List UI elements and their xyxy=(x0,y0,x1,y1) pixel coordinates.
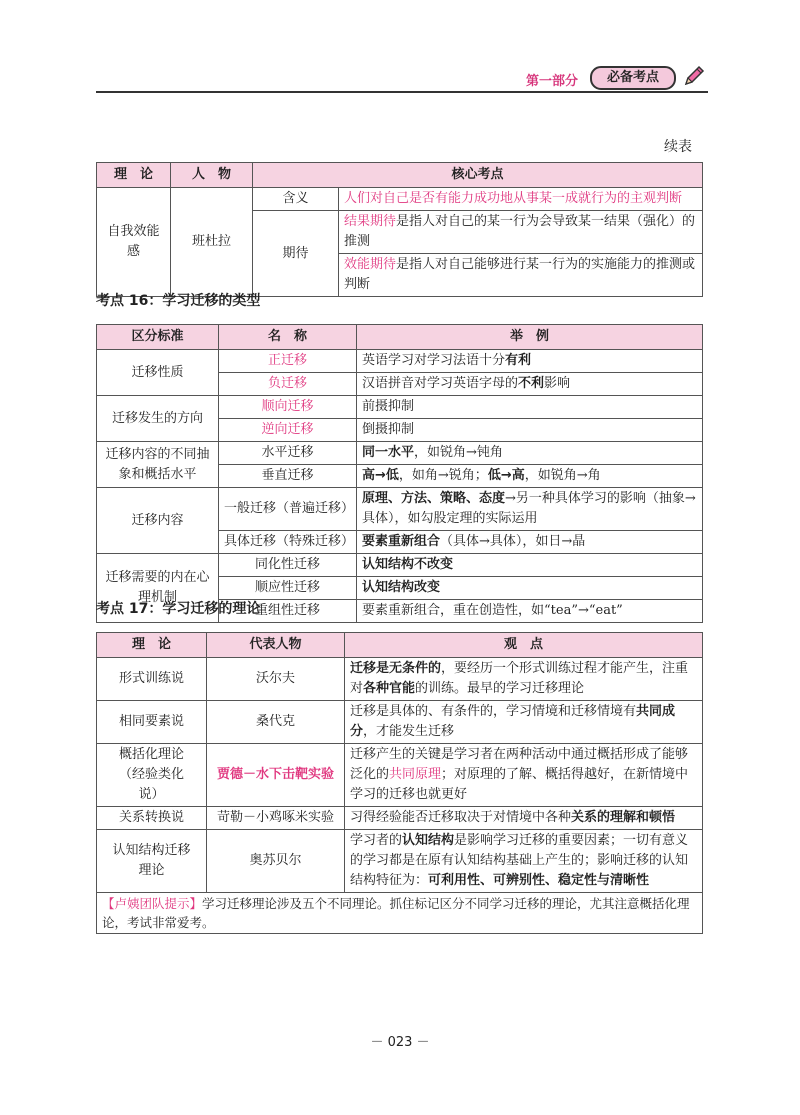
efficacy-expectation-text: 是指人对自己能够进行某一行为的实施能力的推测或判断 xyxy=(344,257,696,292)
view-text: ，要经历一个形式训练过程才能产生，注重对 xyxy=(350,661,689,696)
header-person: 人 物 xyxy=(171,163,253,188)
transfer-types-table xyxy=(96,324,703,623)
view-highlight: 共同原理 xyxy=(389,767,442,782)
transfer-name: 重组性迁移 xyxy=(219,600,357,623)
transfer-name: 具体迁移（特殊迁移） xyxy=(219,531,357,554)
example-text: ，如锐角→角 xyxy=(524,468,601,483)
view-text: 习得经验能否迁移取决于对情境中各种 xyxy=(350,810,572,825)
expectation-label: 期待 xyxy=(253,211,339,297)
efficacy-expectation-key: 效能期待 xyxy=(344,257,397,272)
theory-view xyxy=(345,658,703,701)
view-emphasis: 可利用性、可辨别性、稳定性与清晰性 xyxy=(428,873,650,888)
transfer-example xyxy=(357,442,703,465)
theory-name: 概括化理论（经验类化说） xyxy=(97,744,207,807)
transfer-theories-table xyxy=(96,632,703,934)
example-bold: 同一水平 xyxy=(362,445,415,460)
theory-person: 苛勒－小鸡啄米实验 xyxy=(207,807,345,830)
theory-person: 贾德－水下击靶实验 xyxy=(207,744,345,807)
transfer-example xyxy=(357,373,703,396)
transfer-example: 前摄抑制 xyxy=(357,396,703,419)
theory-person: 奥苏贝尔 xyxy=(207,830,345,893)
example-bold: 不利 xyxy=(518,376,545,391)
view-text: 的训练。最早的学习迁移理论 xyxy=(415,681,585,696)
view-emphasis: 迁移是无条件的 xyxy=(350,661,442,676)
transfer-name: 同化性迁移 xyxy=(219,554,357,577)
example-text: 影响 xyxy=(544,376,571,391)
transfer-name: 水平迁移 xyxy=(219,442,357,465)
self-efficacy-table xyxy=(96,162,703,297)
theory-name: 相同要素说 xyxy=(97,701,207,744)
view-emphasis: 共同成分 xyxy=(350,704,676,739)
section-17-title: 考点 17：学习迁移的理论 xyxy=(96,601,261,617)
transfer-name: 正迁移 xyxy=(219,350,357,373)
transfer-name: 顺向迁移 xyxy=(219,396,357,419)
transfer-name: 负迁移 xyxy=(219,373,357,396)
example-bold: 低→高 xyxy=(487,468,525,483)
theory-name: 认知结构迁移理论 xyxy=(97,830,207,893)
example-text: （具体→具体），如日→晶 xyxy=(440,534,586,549)
header-rule xyxy=(96,91,708,93)
transfer-example: 要素重新组合，重在创造性，如“tea”→“eat” xyxy=(357,600,703,623)
example-bold: 原理、方法、策略、态度 xyxy=(362,491,506,506)
example-bold: 有利 xyxy=(505,353,532,368)
transfer-example xyxy=(357,488,703,531)
meaning-text: 人们对自己是否有能力成功地从事某一成就行为的主观判断 xyxy=(339,188,703,211)
view-text: 迁移产生的关键是学习者在两种活动中通过概括形成了能够泛化的 xyxy=(350,747,689,782)
tip-text: 学习迁移理论涉及五个不同理论。抓住标记区分不同学习迁移的理论，尤其注意概括化理论，考试非常爱考。 xyxy=(102,896,690,930)
transfer-name: 垂直迁移 xyxy=(219,465,357,488)
example-bold: 要素重新组合 xyxy=(362,534,441,549)
theory-cell: 自我效能感 xyxy=(97,188,171,297)
example-text: ，如锐角→钝角 xyxy=(414,445,503,460)
view-emphasis: 关系的理解和顿悟 xyxy=(571,810,676,825)
header-representative: 代表人物 xyxy=(207,633,345,658)
header-part-label: 第一部分 xyxy=(525,74,578,89)
criterion-cell: 迁移发生的方向 xyxy=(97,396,219,442)
theory-view xyxy=(345,744,703,807)
criterion-cell: 迁移内容的不同抽象和概括水平 xyxy=(97,442,219,488)
efficacy-expectation xyxy=(339,254,703,297)
view-text: ，才能发生迁移 xyxy=(363,724,455,739)
outcome-expectation xyxy=(339,211,703,254)
meaning-label: 含义 xyxy=(253,188,339,211)
header-core-points: 核心考点 xyxy=(253,163,703,188)
criterion-cell: 迁移内容 xyxy=(97,488,219,554)
theory-view xyxy=(345,701,703,744)
person-cell: 班杜拉 xyxy=(171,188,253,297)
theory-name: 关系转换说 xyxy=(97,807,207,830)
section-16-title: 考点 16：学习迁移的类型 xyxy=(96,293,261,309)
page-number: － 023 － xyxy=(370,1035,430,1050)
outcome-expectation-text: 是指人对自己的某一行为会导致某一结果（强化）的推测 xyxy=(344,214,696,249)
theory-view xyxy=(345,830,703,893)
example-text: ，如角→锐角； xyxy=(398,468,488,483)
transfer-example xyxy=(357,465,703,488)
example-text: 汉语拼音对学习英语字母的 xyxy=(362,376,519,391)
header-theory: 理 论 xyxy=(97,633,207,658)
transfer-example xyxy=(357,350,703,373)
header-badge: 必备考点 xyxy=(590,66,676,90)
theory-person: 沃尔夫 xyxy=(207,658,345,701)
theory-view xyxy=(345,807,703,830)
example-text: →另一种具体学习的影响（抽象→具体），如勾股定理的实际运用 xyxy=(362,491,696,526)
continued-label: 续表 xyxy=(664,139,692,155)
page-header xyxy=(96,58,708,92)
transfer-example xyxy=(357,531,703,554)
header-example: 举 例 xyxy=(357,325,703,350)
transfer-example: 倒摄抑制 xyxy=(357,419,703,442)
view-text: ；对原理的了解、概括得越好，在新情境中学习的迁移也就更好 xyxy=(350,767,689,802)
example-bold: 高→低 xyxy=(362,468,399,483)
example-text: 英语学习对学习法语十分 xyxy=(362,353,506,368)
team-tip xyxy=(97,893,703,934)
view-text: 迁移是具体的、有条件的，学习情境和迁移情境有 xyxy=(350,704,637,719)
criterion-cell: 迁移需要的内在心理机制 xyxy=(97,554,219,623)
theory-person: 桑代克 xyxy=(207,701,345,744)
outcome-expectation-key: 结果期待 xyxy=(344,214,397,229)
view-emphasis: 认知结构 xyxy=(402,833,455,848)
transfer-name: 逆向迁移 xyxy=(219,419,357,442)
criterion-cell: 迁移性质 xyxy=(97,350,219,396)
header-view: 观 点 xyxy=(345,633,703,658)
tip-label: 【卢姨团队提示】 xyxy=(102,896,203,911)
view-text: 是影响学习迁移的重要因素；一切有意义的学习都是在原有认知结构基础上产生的；影响迁移的认知结构特征为： xyxy=(350,833,689,888)
pencil-icon xyxy=(682,64,706,88)
view-text: 学习者的 xyxy=(350,833,403,848)
header-name: 名 称 xyxy=(219,325,357,350)
transfer-name: 顺应性迁移 xyxy=(219,577,357,600)
header-theory: 理 论 xyxy=(97,163,171,188)
view-emphasis: 各种官能 xyxy=(363,681,416,696)
transfer-example: 认知结构不改变 xyxy=(357,554,703,577)
theory-name: 形式训练说 xyxy=(97,658,207,701)
header-criterion: 区分标准 xyxy=(97,325,219,350)
transfer-example: 认知结构改变 xyxy=(357,577,703,600)
transfer-name: 一般迁移（普遍迁移） xyxy=(219,488,357,531)
